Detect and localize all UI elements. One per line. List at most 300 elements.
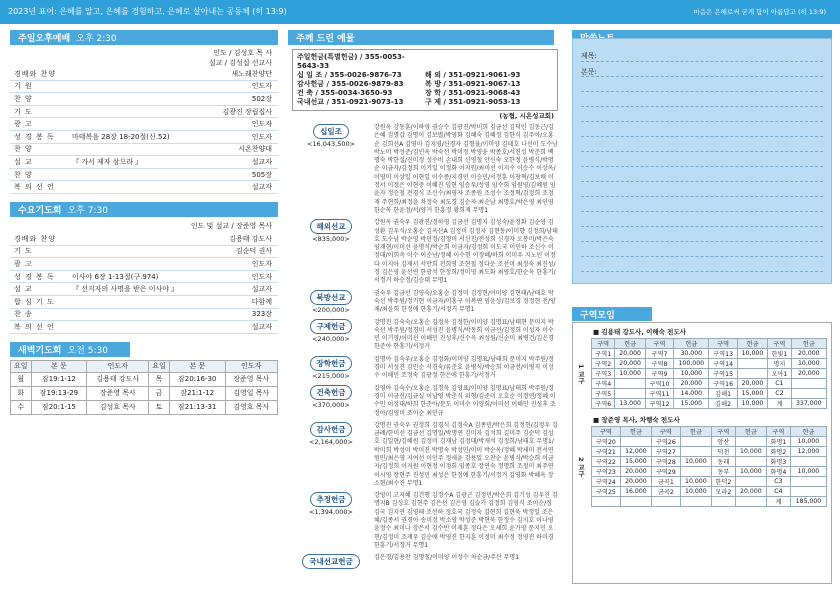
district-cell: 구역28 — [651, 457, 680, 467]
dawn-cell: 장준영 목사 — [87, 386, 149, 400]
note-line — [581, 121, 823, 122]
district-row — [592, 497, 827, 507]
district-col: 헌금 — [680, 427, 711, 437]
district-cell: 100,000 — [674, 359, 709, 369]
sunday-service-header — [10, 30, 278, 45]
wednesday-leader: 인도 및 설교 / 장준영 목사 — [190, 221, 272, 230]
order-row — [10, 81, 278, 94]
district-cell: C2 — [768, 389, 791, 399]
notes-title-label: 제목: — [581, 52, 597, 60]
district-col: 구역 — [592, 427, 621, 437]
order-person: 설교자 — [251, 322, 272, 331]
district-cell: 20,000 — [620, 477, 651, 487]
order-row — [10, 144, 278, 157]
district-row — [592, 389, 827, 399]
district-cell: 모라2 — [711, 487, 735, 497]
wednesday-time: 오후 7:30 — [67, 205, 108, 216]
district-cell: 구역11 — [645, 389, 673, 399]
dawn-cell: 장준영 목사 — [225, 372, 277, 386]
account-row — [297, 80, 553, 89]
district-col: 헌금 — [620, 427, 651, 437]
district-col: 헌금 — [735, 427, 766, 437]
order-person: 김순덕 권사 — [235, 247, 272, 256]
offering-group — [288, 492, 562, 550]
district-cell: 10,000 — [680, 487, 711, 497]
district-box — [572, 322, 832, 584]
dawn-col-header: 본 문 — [31, 360, 87, 372]
account-left: 주일헌금(특별헌금) / 355-0053-5643-33 — [297, 53, 405, 70]
year-motto: 2023년 표어: 은혜를 알고, 은혜를 경험하고, 은혜로 살아내는 공동체 (히 13:9) — [8, 7, 287, 16]
district-cell: 15,000 — [674, 399, 709, 409]
district-group-1 — [573, 327, 831, 409]
order-person: 323장 — [251, 310, 272, 319]
district-cell — [620, 497, 651, 507]
district-col: 구역 — [711, 427, 735, 437]
order-item: 경배와 찬양 — [14, 234, 57, 243]
district-cell — [615, 379, 646, 389]
district-cell: 구역21 — [592, 447, 621, 457]
district-col: 헌금 — [791, 339, 826, 349]
district-cell: 14,000 — [674, 389, 709, 399]
offering-list — [288, 124, 562, 570]
district-cell — [680, 447, 711, 457]
account-left: 국내선교 / 351-0921-9073-13 — [297, 98, 404, 106]
offering-group — [288, 124, 562, 215]
order-detail: 이사야 6장 1-13절(구.974) — [72, 272, 159, 281]
district-cell — [790, 457, 826, 467]
district-cell: 동래 — [711, 457, 735, 467]
district-cell: 10,000 — [790, 437, 826, 447]
dawn-title: 새벽기도회 — [18, 345, 62, 356]
district-cell: 금곡2 — [651, 487, 680, 497]
dawn-cell: 잠19:1-12 — [31, 372, 87, 386]
dawn-cell: 김영호 목사 — [225, 400, 277, 414]
offering-label — [288, 219, 374, 285]
wednesday-title: 수요기도회 — [18, 205, 62, 216]
district-cell: 김해1 — [709, 389, 737, 399]
account-right: 장 학 / 351-0921-9068-43 — [425, 89, 521, 97]
sunday-leader: 인도 / 김성호 목 사 — [213, 49, 272, 57]
district-cell — [791, 389, 826, 399]
offering-label — [288, 492, 374, 550]
district-cell — [735, 457, 766, 467]
offering-group — [288, 219, 562, 285]
offering-names: 강명진 김숙숙/오홍순 김정욱 김정한/이미양 김명표/남태현 문미지 박숙선 박주원/정경미 서성진 윤병식/박동희 이금선/김정희 이성자 이수민 이기영/이미선 이해민 진성후/신수옥 최성원/신순미 최병건/김은경 한준아 한흥기/서정거 — [374, 318, 554, 351]
order-item: 광 고 — [14, 120, 33, 129]
district-col: 구역 — [645, 339, 673, 349]
dawn-table — [10, 360, 278, 415]
sunday-preacher: 설교 / 김성섭 선교사 — [208, 59, 272, 67]
district-cell: 계 — [766, 497, 790, 507]
district-cell: C1 — [768, 379, 791, 389]
offering-group — [288, 422, 562, 488]
dawn-cell: 월 — [11, 372, 32, 386]
district-row — [592, 487, 827, 497]
note-line — [581, 91, 823, 92]
offering-group — [288, 290, 562, 315]
offering-type: 십일조 — [313, 124, 349, 139]
district-cell: 16,000 — [620, 487, 651, 497]
district-row — [592, 349, 827, 359]
dawn-row — [11, 386, 278, 400]
district-cell: 12,000 — [790, 447, 826, 457]
note-line — [581, 76, 823, 77]
district-cell: 15,000 — [620, 457, 651, 467]
district-cell: 구역22 — [592, 457, 621, 467]
district-col: 구역 — [592, 339, 615, 349]
district-cell: C4 — [766, 487, 790, 497]
order-row — [10, 156, 278, 169]
district-col: 구역 — [709, 339, 737, 349]
dawn-cell: 잠19:13-29 — [31, 386, 87, 400]
order-person: 인도자 — [251, 120, 272, 129]
offering-label — [288, 356, 374, 381]
district-cell: 한빛1 — [768, 349, 791, 359]
district-cell: 구역27 — [651, 447, 680, 457]
offering-type: 장학헌금 — [310, 356, 353, 371]
district-cell: 구역26 — [651, 437, 680, 447]
order-row — [10, 233, 278, 246]
order-person: 505장 — [251, 170, 272, 179]
district-cell — [790, 477, 826, 487]
district-cell: 10,000 — [737, 349, 768, 359]
note-line — [581, 196, 823, 197]
order-person: 인도자 — [251, 82, 272, 91]
district-cell: 20,000 — [735, 487, 766, 497]
order-item: 성 경 봉 독 — [14, 272, 55, 281]
order-item: 경배와 찬양 — [14, 69, 57, 78]
district-cell: 명지 — [768, 359, 791, 369]
order-item: 복 의 선 언 — [14, 322, 55, 331]
account-left: 건 축 / 355-0034-3650-93 — [297, 89, 393, 97]
district-header: 구역모임 — [572, 307, 652, 321]
district-cell: 구역10 — [645, 379, 673, 389]
district-col: 구역 — [766, 427, 790, 437]
verse-banner: 마음은 은혜로써 굳게 함이 아름답고 (히 13:9) — [693, 8, 826, 16]
offering-group — [288, 356, 562, 381]
district-cell: 구역9 — [645, 369, 673, 379]
order-item: 설 교 — [14, 157, 33, 166]
sunday-order — [10, 68, 278, 194]
offering-group — [288, 319, 562, 352]
note-line — [581, 106, 823, 107]
offering-names: 강명진 권숙우 권정희 김경식 김정숙A 김종민/박은희 김정현/김정우 김금례/한미선 김금선 김명일/박명연 김미자 김석희 김미주 김순덕 김성호 김일현/김혜원 김정미 김재남 김정대/박재석 김정희/남태호 무명1/박미희 박성미 박미진 박명숙 박성민/이미 박순옥/정혜 박세미 전서연 원민/최은영 지여선 이인주 정세윤 김용일 오찬순 윤병식/박승희 이금자/김정희 이지원 이현정 이정희 임종호 장연숙 정명희 조정미 최주연 이시영 장현주 진성민 최성은 한정애 한흥기/서정거 김영화 박혜옥 장소현/최수진 무명1 — [374, 421, 558, 487]
order-item: 찬 양 — [14, 94, 33, 103]
district-cell — [735, 437, 766, 447]
offering-header: 주께 드린 예물 — [288, 30, 554, 45]
order-row — [10, 246, 278, 259]
district-cell — [791, 379, 826, 389]
district-cell: 10,000 — [791, 359, 826, 369]
note-line — [581, 211, 823, 212]
district-cell — [651, 497, 680, 507]
middle-column — [288, 30, 562, 570]
district-cell: 구역24 — [592, 477, 621, 487]
district-row — [592, 457, 827, 467]
note-line — [581, 241, 823, 242]
account-right: 복 방 / 351-0921-9067-13 — [425, 80, 521, 88]
district-cell — [592, 497, 621, 507]
order-person: 설교자 — [251, 285, 272, 294]
district-cell: 10,000 — [790, 467, 826, 477]
account-box — [292, 49, 558, 111]
order-person: 인도자 — [251, 272, 272, 281]
wednesday-header — [10, 202, 278, 217]
district-cell: 화명4 — [766, 467, 790, 477]
district-cell: 10,000 — [615, 369, 646, 379]
district-cell: 20,000 — [674, 379, 709, 389]
district-cell: 양산 — [711, 437, 735, 447]
district-table — [591, 426, 827, 507]
account-row — [297, 98, 553, 107]
note-line — [581, 271, 823, 272]
district-cell: 구역13 — [709, 349, 737, 359]
district-col: 헌금 — [790, 427, 826, 437]
dawn-cell: 금 — [149, 386, 170, 400]
note-line — [581, 226, 823, 227]
offering-label — [288, 554, 374, 570]
note-line — [581, 61, 823, 62]
district-cell: 계 — [768, 399, 791, 409]
sunday-time: 오후 2:30 — [76, 34, 117, 44]
district-cell: 20,000 — [620, 467, 651, 477]
dawn-cell: 잠21:13-31 — [169, 400, 225, 414]
district-cell: 12,000 — [620, 447, 651, 457]
dawn-cell: 화 — [11, 386, 32, 400]
order-item: 성 경 봉 독 — [14, 132, 55, 141]
offering-names: 김명아 김숙우/오홍순 김정화/이미양 김명표/남태희 문미지 박주원/정경미 서성진 김민순 서경숙/류준호 윤병식/박승희 이금선/이병직 이성수 이해민 조정숙 김광정 한은애 한흥기/서정거 — [374, 355, 554, 380]
offering-amount: <200,000> — [312, 305, 350, 314]
district-cell: 화명1 — [766, 437, 790, 447]
offering-names: 김은경/김용찬 김명철/이미양 이성수 차순금/주산 무명1 — [374, 554, 520, 562]
district-row — [592, 477, 827, 487]
account-left: 십 일 조 / 355-0026-9876-73 — [297, 71, 402, 79]
district-cell: 20,000 — [615, 359, 646, 369]
order-person: 시온찬양대 — [238, 145, 272, 154]
order-detail: 마태복음 28장 18-20절(신.52) — [72, 132, 170, 141]
district-row — [592, 379, 827, 389]
order-person: 인도자 — [251, 259, 272, 268]
district-cell: 한덕2 — [711, 477, 735, 487]
district-cell: 덕천 — [711, 447, 735, 457]
district-cell: 구역14 — [709, 359, 737, 369]
account-row — [297, 53, 553, 71]
sermon-notes-box — [572, 38, 832, 284]
order-row — [10, 321, 278, 334]
offering-type: 감사헌금 — [310, 422, 353, 437]
offering-group — [288, 554, 562, 570]
note-line — [581, 166, 823, 167]
district-cell — [680, 437, 711, 447]
account-row — [297, 89, 553, 98]
district-cell: 구역3 — [592, 369, 615, 379]
order-person: 다함께 — [251, 297, 272, 306]
order-item: 광 고 — [14, 259, 33, 268]
order-person: 설교자 — [251, 183, 272, 192]
district-cell: 구역7 — [645, 349, 673, 359]
district-cell: 337,000 — [791, 399, 826, 409]
sunday-title: 주일오후예배 — [18, 34, 71, 44]
dawn-row — [11, 400, 278, 414]
order-row — [10, 309, 278, 322]
district-cell: 10,000 — [680, 457, 711, 467]
order-detail: 『 선지자의 사명을 받은 이사야 』 — [72, 285, 179, 294]
district-col: 구역 — [768, 339, 791, 349]
district-cell: 구역8 — [645, 359, 673, 369]
district-cell: 구역12 — [645, 399, 673, 409]
order-row — [10, 271, 278, 284]
dawn-col-header: 인도자 — [225, 360, 277, 372]
account-row — [297, 71, 553, 80]
district-cell — [790, 487, 826, 497]
district-cell — [735, 497, 766, 507]
dawn-cell: 수 — [11, 400, 32, 414]
district-cell: 10,000 — [737, 399, 768, 409]
note-line — [581, 136, 823, 137]
district-cell: 구역20 — [592, 437, 621, 447]
district-cell: 10,000 — [680, 477, 711, 487]
district-cell: 13,000 — [615, 399, 646, 409]
dawn-cell: 김영일 목사 — [225, 386, 277, 400]
district-cell: 금곡1 — [651, 477, 680, 487]
district-cell: 구역6 — [592, 399, 615, 409]
district-cell: 구역23 — [592, 467, 621, 477]
offering-amount: <215,000> — [312, 371, 350, 380]
district-cell — [735, 477, 766, 487]
order-item: 찬 양 — [14, 145, 33, 154]
top-banner — [0, 0, 840, 24]
offering-amount: <370,000> — [312, 400, 350, 409]
order-detail: 『 가서 제자 삼으라 』 — [72, 157, 143, 166]
district-cell: 화명2 — [766, 447, 790, 457]
offering-label — [288, 385, 374, 418]
offering-amount: <16,043,500> — [306, 140, 356, 148]
offering-names: 강원옥 권숙우 김광진/정하영 김금선 김명지 김성숙/윤정화 김순영 김성환 김우식/오홍순 김옥산A 김정미 김정자 김현동/이미향 김정희/남태호 도수남 박순영 박민정/김정미 서신진/전성희 신경자 오봉미/박은숙 임재현/이미선 윤명식/박순희 이금자/김정희 이도국 이인하 조신수 이정대/이희옥 이수 이순난/정혜 이수현 이정혜/하희 이미우 지노인 이정다 이지아 김재서 서만희 전희영 조현철 정다운 조선미 최정숙 최진성/정 김은영 윤선연 한광석 한정희/정미영 최도화 최영호/한순옥 한흥기/서정거 하승정/김승대 무명1 — [374, 219, 558, 285]
district-cell: 10,000 — [674, 369, 709, 379]
order-person: 김용태 강도사 — [229, 234, 272, 243]
account-left: 감사헌금 / 355-0026-9879-83 — [297, 80, 404, 88]
left-column — [10, 30, 278, 415]
district-row — [592, 437, 827, 447]
district-cell — [711, 497, 735, 507]
district-side: 2 교구 — [577, 456, 585, 477]
dawn-col-header: 요일 — [149, 360, 170, 372]
district-side: 1 교구 — [577, 363, 585, 384]
district-col: 구역 — [651, 427, 680, 437]
district-col: 헌금 — [737, 339, 768, 349]
dawn-cell: 잠21:1-12 — [169, 386, 225, 400]
district-cell: 구역4 — [592, 379, 615, 389]
district-cell — [620, 437, 651, 447]
district-cell: C3 — [766, 477, 790, 487]
order-item: 기 도 — [14, 247, 33, 256]
note-line — [581, 151, 823, 152]
district-cell: 구역16 — [709, 379, 737, 389]
dawn-cell: 잠20:1-15 — [31, 400, 87, 414]
dawn-cell: 잠20:16-30 — [169, 372, 225, 386]
district-cell: 20,000 — [737, 379, 768, 389]
order-item: 기 원 — [14, 82, 33, 91]
district-cell — [737, 369, 768, 379]
dawn-cell: 김성호 목사 — [87, 400, 149, 414]
district-cell — [680, 497, 711, 507]
district-leader: ■ 김용태 강도사, 이해숙 전도사 — [593, 328, 687, 336]
order-person: 인도자 — [251, 132, 272, 141]
order-item: 설 교 — [14, 285, 33, 294]
district-cell — [737, 359, 768, 369]
district-row — [592, 467, 827, 477]
dawn-header — [10, 342, 130, 357]
order-person: 새노래찬양단 — [231, 69, 272, 78]
district-row — [592, 399, 827, 409]
offering-amount: <1,394,000> — [309, 508, 353, 517]
district-cell: 185,000 — [790, 497, 826, 507]
order-row — [10, 283, 278, 296]
offering-type: 해외선교 — [310, 219, 353, 234]
note-line — [581, 256, 823, 257]
offering-type: 국내선교헌금 — [302, 554, 359, 569]
district-table — [591, 338, 827, 409]
district-cell: 구역2 — [592, 359, 615, 369]
dawn-cell: 목 — [149, 372, 170, 386]
offering-group — [288, 385, 562, 418]
offering-type: 추정헌금 — [310, 492, 353, 507]
order-person: 설교자 — [251, 157, 272, 166]
offering-amount: <240,000> — [312, 334, 350, 343]
dawn-row — [11, 372, 278, 386]
order-person: 502장 — [251, 94, 272, 103]
district-cell: 오아1 — [768, 369, 791, 379]
district-cell — [615, 389, 646, 399]
offering-type: 건축헌금 — [310, 385, 353, 400]
dawn-cell: 토 — [149, 400, 170, 414]
offering-amount: <835,000> — [312, 235, 350, 244]
order-item: 찬 송 — [14, 310, 33, 319]
district-cell: 구역25 — [592, 487, 621, 497]
district-cell: 구역29 — [651, 467, 680, 477]
district-cell: 화명3 — [766, 457, 790, 467]
district-cell: 20,000 — [791, 349, 826, 359]
account-right: 구 제 / 351-0921-9053-13 — [425, 98, 521, 106]
district-col: 헌금 — [674, 339, 709, 349]
offering-label — [288, 319, 374, 352]
order-row — [10, 68, 278, 81]
offering-amount: <2,164,000> — [309, 437, 353, 446]
order-item: 기 도 — [14, 107, 33, 116]
district-cell: 구역5 — [592, 389, 615, 399]
order-row — [10, 106, 278, 119]
order-row — [10, 131, 278, 144]
offering-label — [288, 124, 374, 215]
district-leader: ■ 장준영 목사, 차행숙 전도사 — [593, 416, 680, 424]
offering-names: 권숙우 김금선 김영숙/오홍순 김정미 김정현/이미양 김현태/남태호 박숙선 박주원/정기현 이금자/이홍구 이복연 임윤상/김보경 정정현 전/양재/최윤희 한정애 한흥기/서정거 무명1 — [374, 289, 556, 314]
dawn-col-header: 요일 — [11, 360, 32, 372]
order-row — [10, 118, 278, 131]
district-cell: 15,000 — [737, 389, 768, 399]
offering-names: 강영미 고지혜 김건행 김정수A 김광근 김정민/박은희 김기성 김우진 김명지B 김성호 김현주 김은선 김은영 김슬기 김정희 김영식 조이순/정 김국 김지연 김영태 조선하 정호국 김정숙 김현희 김현욱 박정일 조은혜/김종서 권경아 송미정 박소영 박성준 박현욱 한정수 김지호 이나영 윤정수 최미나 장은서 김수빈 이재훈 정다은 오세희 윤가영 문지민 오현/김정미 조재우 김순애 박영진 한지훈 이정미 최수정 정영진 하미경 한흥기/서정거 무명1 — [374, 492, 558, 549]
district-col: 헌금 — [615, 339, 646, 349]
district-group-2 — [573, 415, 831, 507]
order-row — [10, 93, 278, 106]
district-row — [592, 359, 827, 369]
offering-type: 구제헌금 — [310, 319, 353, 334]
order-row — [10, 296, 278, 309]
wednesday-order — [10, 233, 278, 334]
district-cell: 20,000 — [615, 349, 646, 359]
district-cell: 20,000 — [791, 369, 826, 379]
order-row — [10, 169, 278, 182]
order-item: 복 의 선 언 — [14, 183, 55, 192]
